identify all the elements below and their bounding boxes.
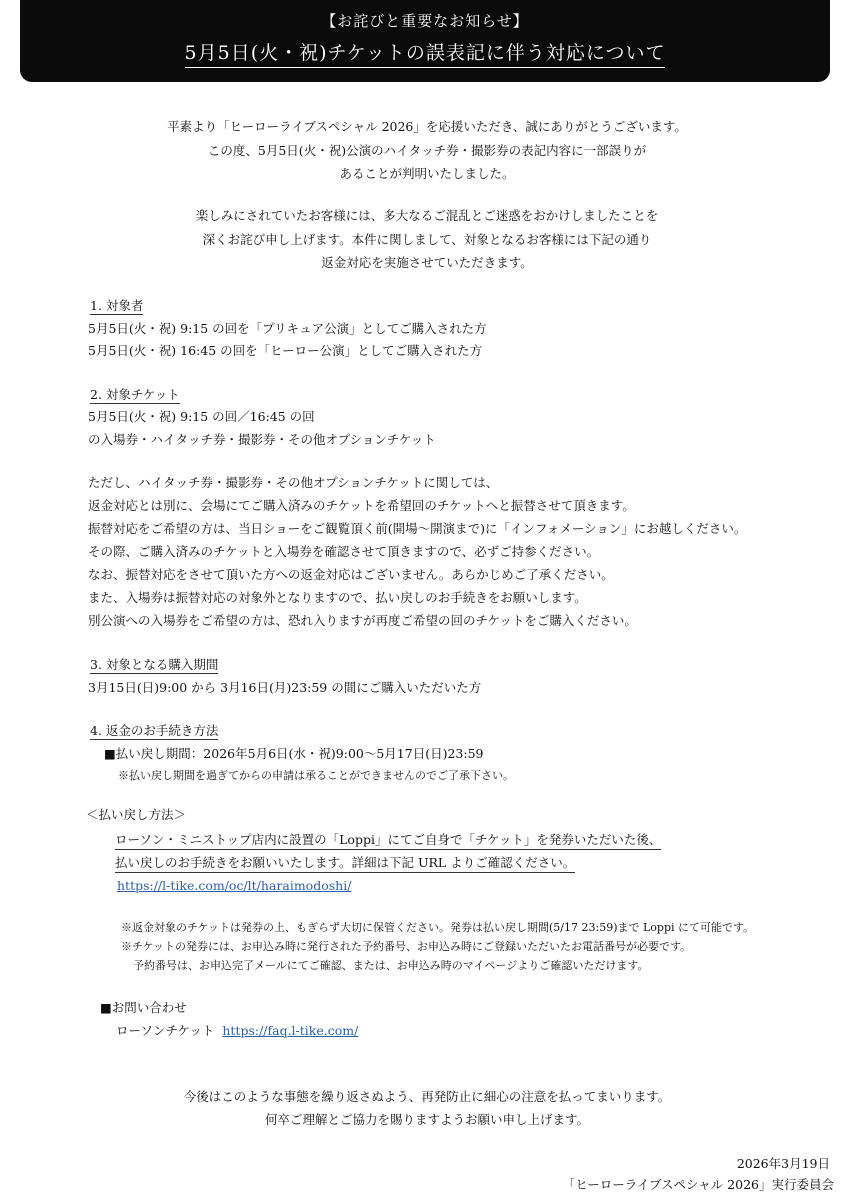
note-line: 振替対応をご希望の方は、当日ショーをご観覧頂く前(開場〜開演まで)に「インフォメーション」にお越しください。 [88,521,747,536]
ticket-line: 5月5日(火・祝) 9:15 の回／16:45 の回 [88,409,315,424]
note-line: 返金対応とは別に、会場にてご購入済みのチケットを希望回のチケットへと振替させて頂きます。 [88,498,635,513]
header-subtitle: 【お詫びと重要なお知らせ】 [321,12,529,30]
footer-date: 2026年3月19日 [736,1156,830,1171]
contact-heading: ■お問い合わせ [100,1000,187,1015]
intro-line: 平素より「ヒーローライブスペシャル 2026」を応援いただき、誠にありがとうございます。 [167,119,687,134]
method-line: 払い戻しのお手続きをお願いいたします。詳細は下記 URL よりご確認ください。 [115,855,575,871]
intro-line: あることが判明いたしました。 [339,166,515,181]
apology-line: 返金対応を実施させていただきます。 [321,255,533,270]
target-line: 5月5日(火・祝) 9:15 の回を「プリキュア公演」としてご購入された方 [88,321,487,336]
target-line: 5月5日(火・祝) 16:45 の回を「ヒーロー公演」としてご購入された方 [88,343,483,358]
note-line: その際、ご購入済みのチケットと入場券を確認させて頂きますので、必ずご持参ください。 [88,544,600,559]
section-heading-ticket: 2. 対象チケット [90,387,180,402]
footer-organizer: 「ヒーローライブスペシャル 2026」実行委員会 [562,1177,834,1192]
apology-line: 楽しみにされていたお客様には、多大なるご混乱とご迷惑をおかけしましたことを [195,208,659,223]
closing-line: 今後はこのような事態を繰り返さぬよう、再発防止に細心の注意を払ってまいります。 [183,1089,671,1104]
method-heading: ＜払い戻し方法＞ [86,807,187,822]
refund-period-note: ※払い戻し期間を過ぎてからの申請は承ることができませんのでご了承下さい。 [118,769,514,782]
method-note: ※チケットの発券には、お申込み時に発行された予約番号、お申込み時にご登録いただいたお電話番号が必要です。 [121,940,692,953]
section-heading-period: 3. 対象となる購入期間 [90,657,219,672]
refund-url-link[interactable]: https://l-tike.com/oc/lt/haraimodoshi/ [117,878,352,893]
note-line: ただし、ハイタッチ券・撮影券・その他オプションチケットに関しては、 [88,475,499,490]
contact-line [116,1023,358,1039]
period-line: 3月15日(日)9:00 から 3月16日(月)23:59 の間にご購入いただいた方 [88,680,482,695]
faq-link[interactable]: https://faq.l-tike.com/ [222,1023,359,1038]
method-note: ※返金対象のチケットは発券の上、もぎらず大切に保管ください。発券は払い戻し期間(5/17 23:59)まで Loppi にて可能です。 [121,921,755,934]
method-line: ローソン・ミニストップ店内に設置の「Loppi」にてご自身で「チケット」を発券いただいた後、 [115,832,661,848]
method-note: 予約番号は、お申込完了メールにてご確認、または、お申込み時のマイページよりご確認いただけます。 [133,959,649,972]
refund-period: ■払い戻し期間：2026年5月6日(水・祝)9:00〜5月17日(日)23:59 [104,746,484,761]
intro-line: この度、5月5日(火・祝)公演のハイタッチ券・撮影券の表記内容に一部誤りが [207,143,647,158]
closing-line: 何卒ご理解とご協力を賜りますようお願い申し上げます。 [264,1112,589,1127]
section-heading-refund: 4. 返金のお手続き方法 [90,723,219,738]
section-heading-target: 1. 対象者 [90,298,144,313]
header-title: 5月5日(火・祝)チケットの誤表記に伴う対応について [20,38,830,65]
apology-line: 深くお詫び申し上げます。本件に関しまして、対象となるお客様には下記の通り [202,232,652,247]
ticket-line: の入場券・ハイタッチ券・撮影券・その他オプションチケット [88,432,436,447]
contact-label: ローソンチケット [116,1023,215,1038]
notice-header [20,0,830,82]
note-line: なお、振替対応をさせて頂いた方への返金対応はございません。あらかじめご了承ください。 [88,567,614,582]
note-line: また、入場券は振替対応の対象外となりますので、払い戻しのお手続きをお願いします。 [88,590,587,605]
note-line: 別公演への入場券をご希望の方は、恐れ入りますが再度ご希望の回のチケットをご購入ください。 [88,613,637,628]
